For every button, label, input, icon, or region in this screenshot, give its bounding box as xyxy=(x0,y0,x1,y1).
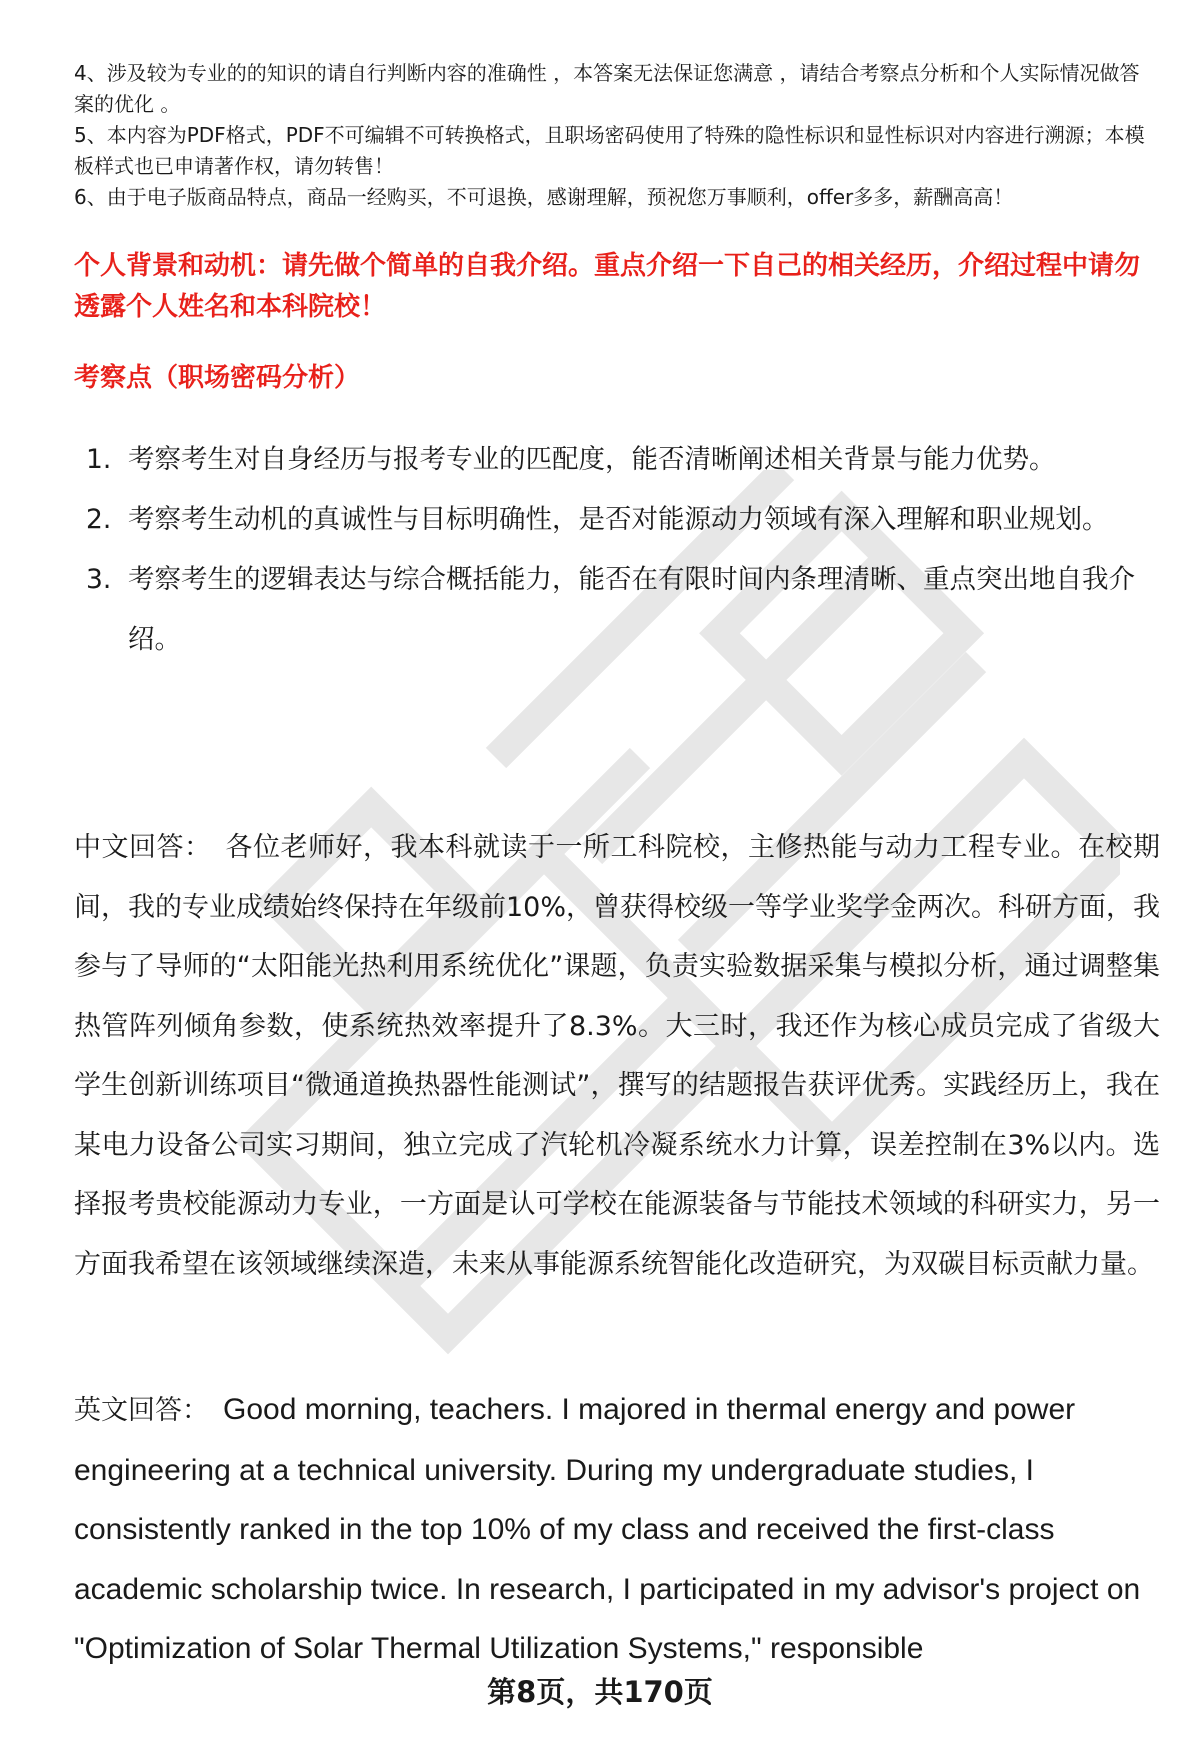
answer-chinese-text: 各位老师好，我本科就读于一所工科院校，主修热能与动力工程专业。在校期间，我的专业成绩始终保持在年级前10%，曾获得校级一等学业奖学金两次。科研方面，我参与了导师的“太阳能光热利用系统优化”课题，负责实验数据采集与模拟分析，通过调整集热管阵列倾角参数，使系统热效率提升了8.3%。大三时，我还作为核心成员完成了省级大学生创新训练项目“微通道换热器性能测试”，撰写的结题报告获评优秀。实践经历上，我在某电力设备公司实习期间，独立完成了汽轮机冷凝系统水力计算，误差控制在3%以内。选择报考贵校能源动力专业，一方面是认可学校在能源装备与节能技术领域的科研实力，另一方面我希望在该领域继续深造，未来从事能源系统智能化改造研究，为双碳目标贡献力量。 xyxy=(74,832,1161,1280)
answer-english xyxy=(74,1380,1160,1679)
answer-english-text: Good morning, teachers. I majored in thermal energy and power engineering at a technical university. During my undergraduate studies, I consistently ranked in the top 10% of my class and received the first-class academic scholarship twice. In research, I participated in my advisor's project on "Optimization of Solar Thermal Utilization Systems," responsible xyxy=(74,1393,1141,1665)
answer-chinese xyxy=(74,818,1160,1294)
page-footer: 第8页，共170页 xyxy=(487,1675,713,1709)
point-text: 考察考生动机的真诚性与目标明确性，是否对能源动力领域有深入理解和职业规划。 xyxy=(128,504,1109,535)
point-text: 考察考生的逻辑表达与综合概括能力，能否在有限时间内条理清晰、重点突出地自我介绍。 xyxy=(128,564,1135,655)
point-number: 3. xyxy=(86,564,112,595)
points-title: 考察点（职场密码分析） xyxy=(74,363,361,393)
notes-block xyxy=(74,58,1154,213)
point-item xyxy=(74,490,1154,550)
answer-english-label: 英文回答： xyxy=(74,1395,209,1426)
note-item: 6、由于电子版商品特点，商品一经购买，不可退换，感谢理解，预祝您万事顺利，offer多多，薪酬高高！ xyxy=(74,185,1014,209)
note-item: 4、涉及较为专业的的知识的请自行判断内容的准确性 ，本答案无法保证您满意 ，请结合考察点分析和个人实际情况做答案的优化 。 xyxy=(74,61,1140,116)
point-text: 考察考生对自身经历与报考专业的匹配度，能否清晰阐述相关背景与能力优势。 xyxy=(128,444,1056,475)
point-item xyxy=(74,430,1154,490)
question-heading: 个人背景和动机：请先做个简单的自我介绍。重点介绍一下自己的相关经历，介绍过程中请勿透露个人姓名和本科院校！ xyxy=(74,251,1141,322)
point-item xyxy=(74,550,1154,670)
point-number: 2. xyxy=(86,504,112,535)
answer-chinese-label: 中文回答： xyxy=(74,832,212,863)
note-item: 5、本内容为PDF格式，PDF不可编辑不可转换格式，且职场密码使用了特殊的隐性标识和显性标识对内容进行溯源；本模板样式也已申请著作权，请勿转售！ xyxy=(74,123,1145,178)
point-number: 1. xyxy=(86,444,112,475)
points-list xyxy=(74,430,1154,670)
